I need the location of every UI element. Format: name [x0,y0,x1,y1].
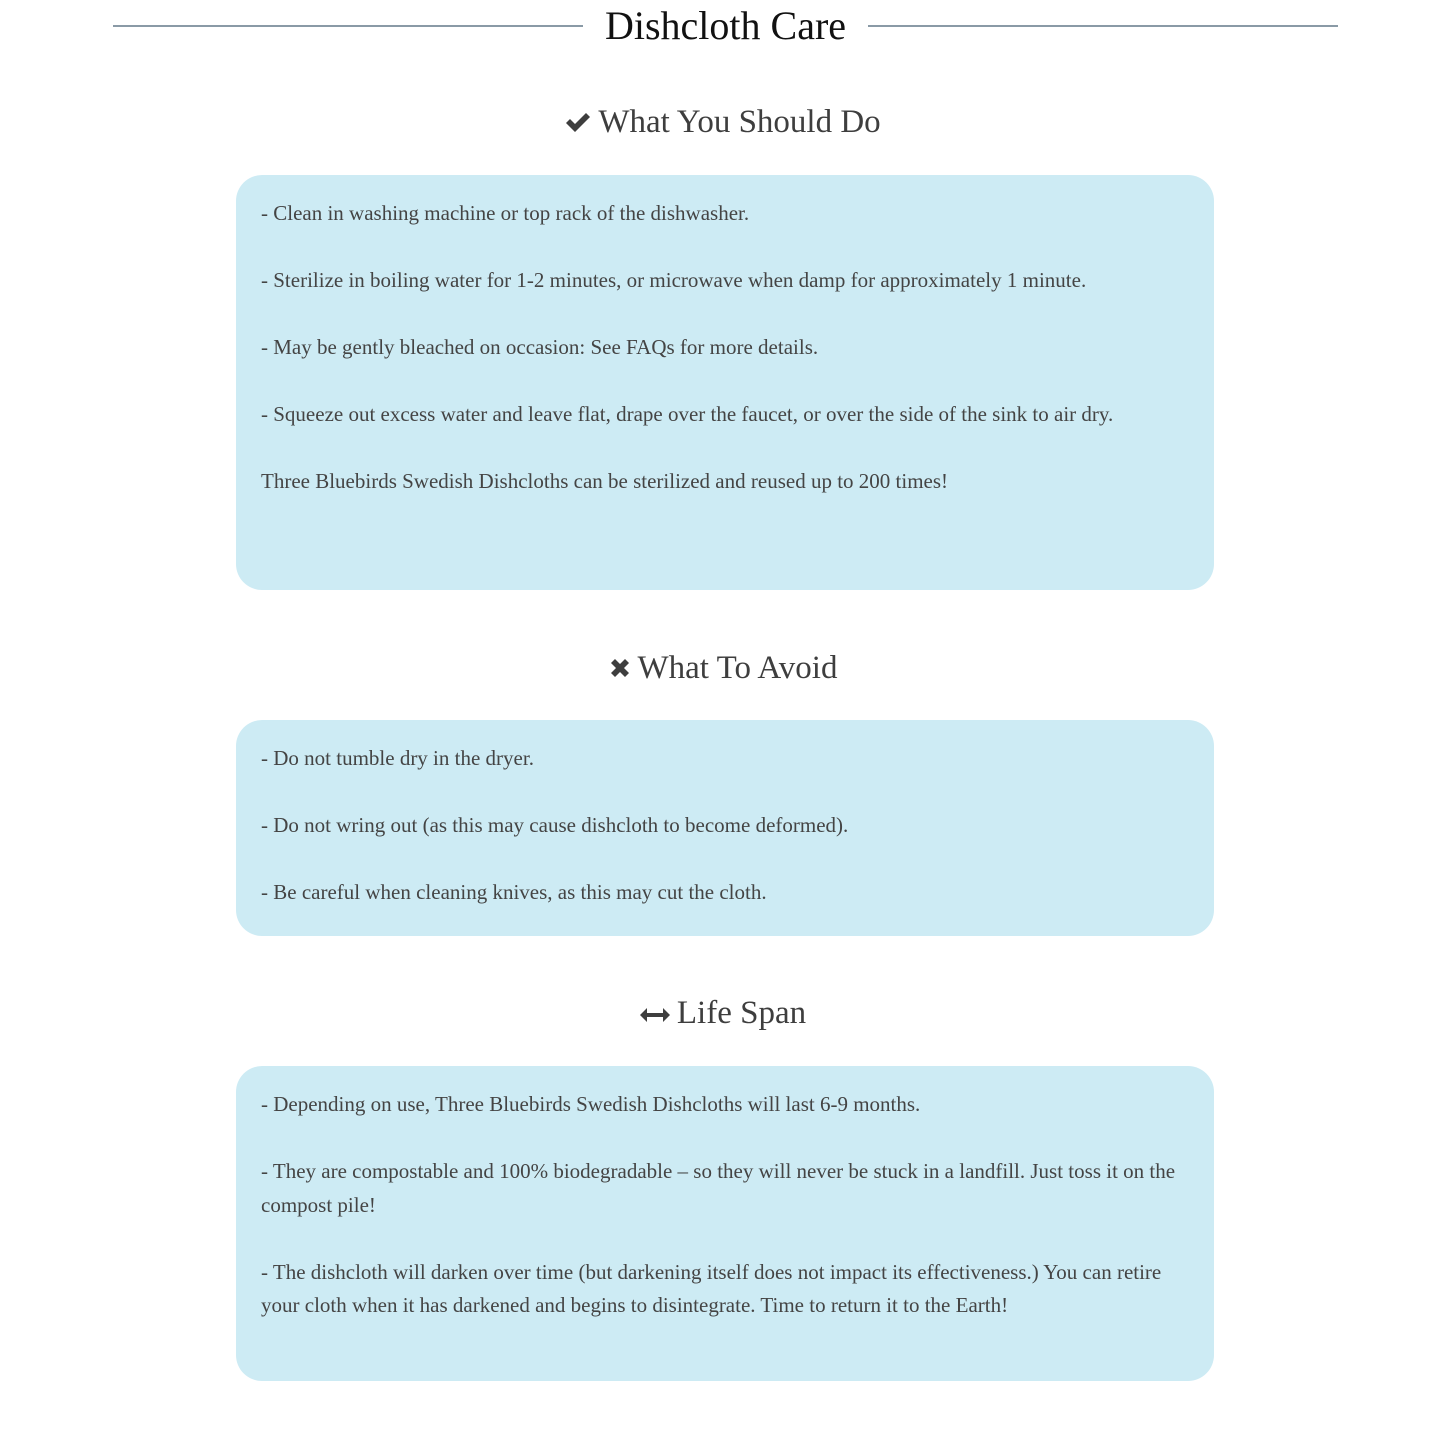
section-box-avoid [236,720,1214,936]
section-box-lifespan [236,1066,1214,1381]
list-item: Three Bluebirds Swedish Dishcloths can be sterilized and reused up to 200 times! [261,469,949,493]
section-heading-avoid [0,648,1445,690]
divider-right [868,25,1338,27]
section-heading-do [0,102,1445,144]
list-item: - Depending on use, Three Bluebirds Swedish Dishcloths will last 6-9 months. [261,1092,921,1116]
section-heading-text: What You Should Do [598,104,881,140]
list-item: - Be careful when cleaning knives, as this may cut the cloth. [261,880,767,904]
section-heading-text: What To Avoid [637,650,838,686]
divider-left [113,25,583,27]
list-item: - Squeeze out excess water and leave flat, drape over the faucet, or over the side of the sink to air dry. [261,402,1114,426]
list-item: - Do not wring out (as this may cause dishcloth to become deformed). [261,813,849,837]
list-item: - Do not tumble dry in the dryer. [261,746,534,770]
section-heading-text: Life Span [676,995,807,1031]
list-item: - The dishcloth will darken over time (but darkening itself does not impact its effectiveness.) You can retire your cloth when it has darkened and begins to disintegrate. Time to return it to the Earth! [261,1259,1162,1317]
page-title-row [113,0,1338,52]
list-item: - Sterilize in boiling water for 1-2 minutes, or microwave when damp for approximately 1 minute. [261,268,1087,292]
x-icon [608,650,632,690]
page-title: Dishcloth Care [604,3,847,48]
list-item: - May be gently bleached on occasion: See FAQs for more details. [261,335,819,359]
section-heading-lifespan [0,993,1445,1035]
section-box-do [236,175,1214,590]
list-item: - Clean in washing machine or top rack of the dishwasher. [261,201,750,225]
list-item: - They are compostable and 100% biodegradable – so they will never be stuck in a landfill. Just toss it on the compost pile! [261,1159,1176,1217]
double-arrow-icon [639,995,671,1035]
check-icon [564,104,592,144]
